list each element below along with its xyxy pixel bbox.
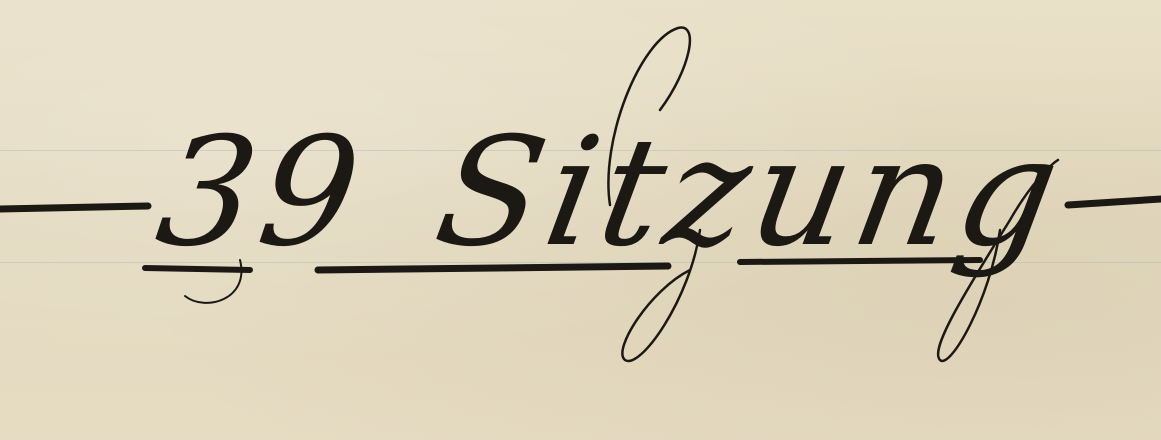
session-title-word: Sitzung [424, 106, 1077, 280]
session-number: 39 [147, 106, 376, 280]
